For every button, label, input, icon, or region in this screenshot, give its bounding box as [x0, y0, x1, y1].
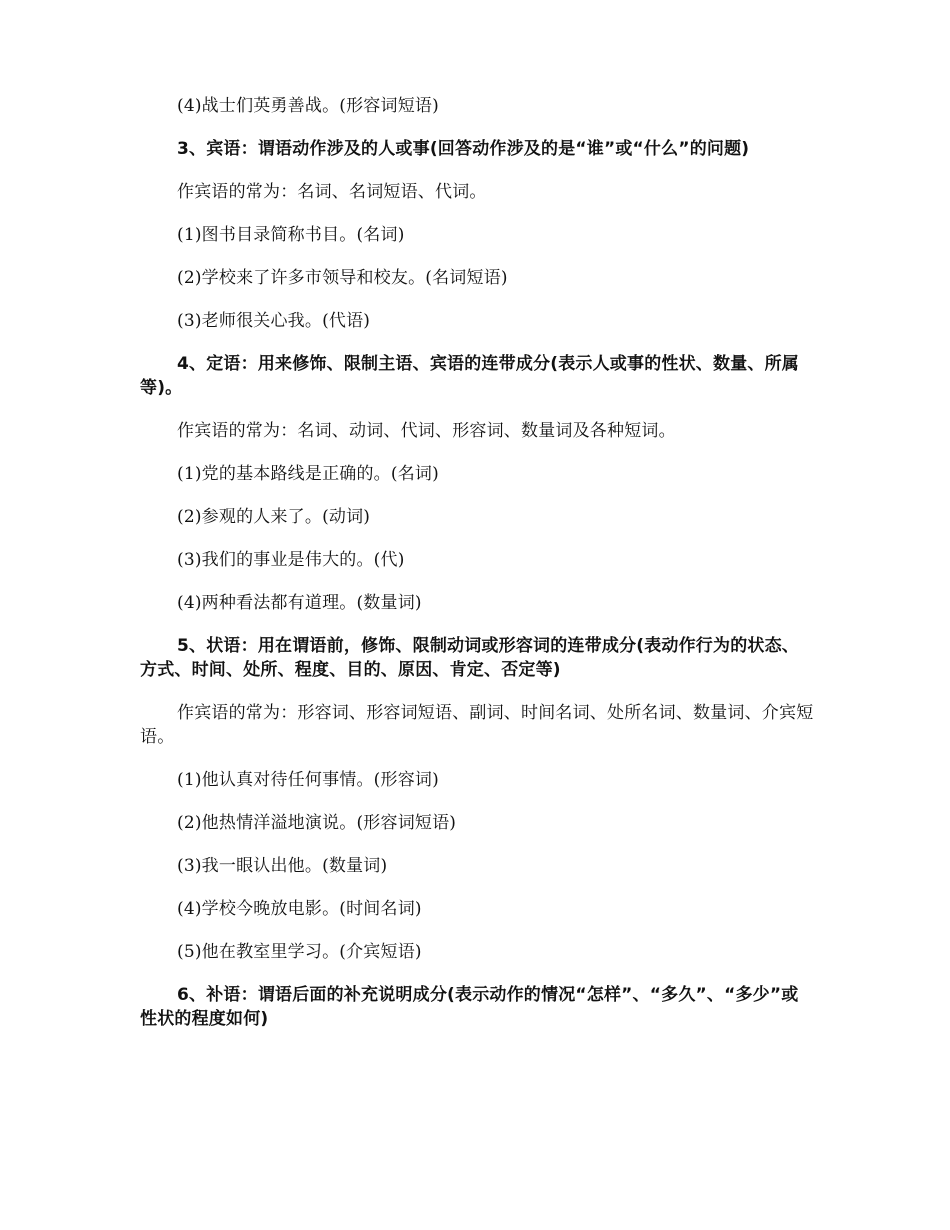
example-sentence: (5)他在教室里学习。(介宾短语): [177, 942, 422, 962]
example-sentence: (4)学校今晚放电影。(时间名词): [177, 899, 422, 919]
example-sentence: (4)战士们英勇善战。(形容词短语): [177, 96, 439, 116]
example-sentence: (1)他认真对待任何事情。(形容词): [177, 770, 439, 790]
document-body: [140, 94, 815, 1050]
section-heading-object: 3、宾语：谓语动作涉及的人或事(回答动作涉及的是“谁”或“什么”的问题): [177, 139, 750, 159]
example-sentence: (3)我们的事业是伟大的。(代): [177, 550, 405, 570]
example-sentence: (2)参观的人来了。(动词): [177, 507, 371, 527]
section-heading-complement: 6、补语：谓语后面的补充说明成分(表示动作的情况“怎样”、“多久”、“多少”或性状的程度如何): [140, 985, 799, 1029]
example-sentence: (3)我一眼认出他。(数量词): [177, 856, 388, 876]
example-sentence: (2)学校来了许多市领导和校友。(名词短语): [177, 268, 508, 288]
example-sentence: (4)两种看法都有道理。(数量词): [177, 593, 422, 613]
adverbial-description: 作宾语的常为：形容词、形容词短语、副词、时间名词、处所名词、数量词、介宾短语。: [140, 703, 814, 747]
section-heading-attributive: 4、定语：用来修饰、限制主语、宾语的连带成分(表示人或事的性状、数量、所属等)。: [140, 354, 799, 398]
object-description: 作宾语的常为：名词、名词短语、代词。: [177, 182, 487, 202]
example-sentence: (2)他热情洋溢地演说。(形容词短语): [177, 813, 457, 833]
section-heading-adverbial: 5、状语：用在谓语前，修饰、限制动词或形容词的连带成分(表动作行为的状态、方式、时间、处所、程度、目的、原因、肯定、否定等): [140, 636, 799, 680]
attributive-description: 作宾语的常为：名词、动词、代词、形容词、数量词及各种短词。: [177, 421, 676, 441]
example-sentence: (1)党的基本路线是正确的。(名词): [177, 464, 439, 484]
example-sentence: (3)老师很关心我。(代语): [177, 311, 371, 331]
example-sentence: (1)图书目录简称书目。(名词): [177, 225, 405, 245]
